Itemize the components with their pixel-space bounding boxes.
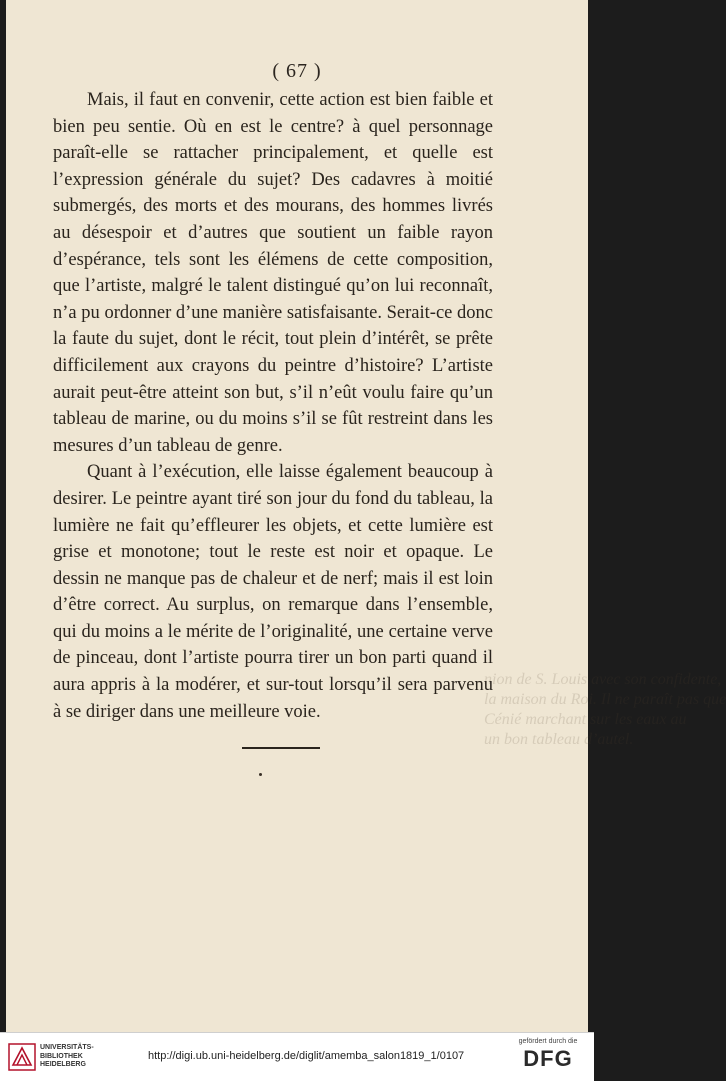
ink-dot [259,773,262,776]
paragraph-2: Quant à l’exécution, elle laisse également beaucoup à desirer. Le peintre ayant tiré son jour du fond du tableau, la lumière ne fait qu’effleurer les objets, et cette lumière est grise et monotone; tout le reste est noir et opaque. Le dessin ne manque pas de chaleur et de nerf; mais il est loin d’être correct. Au surplus, on remarque dans l’ensemble, qui du moins a le mérite de l’originalité, une certaine verve de pinceau, dont l’artiste pourra tirer un bon parti quand il aura appris à la modérer, et sur-tout lorsqu’il sera parvenu à se diriger dans une meilleure voie. [53,462,493,722]
document-url[interactable]: http://digi.ub.uni-heidelberg.de/diglit/amemba_salon1819_1/0107 [148,1050,465,1062]
university-seal-icon [8,1043,36,1071]
paragraph-1: Mais, il faut en convenir, cette action est bien faible et bien peu sentie. Où en est le centre? à quel personnage paraît-elle se rattacher principalement, et quelle est l’expression générale du sujet? Des cadavres à moitié submergés, des morts et des mourans, des hommes livrés au désespoir et d’autres que soutient un faible rayon d’espérance, tels sont les élémens de cette composition, que l’artiste, malgré le talent distingué qu’on lui reconnaît, n’a pu ordonner d’une manière satisfaisante. Serait-ce donc la faute du sujet, dont le récit, tout plein d’intérêt, se prête difficilement aux crayons du peintre d’histoire? L’artiste aurait peut-être atteint son but, s’il n’eût voulu faire qu’un tableau de marine, ou du moins s’il se fût restreint dans les mesures d’un tableau de genre. [53,90,493,456]
dfg-logo: DFG [523,1046,573,1071]
funding-note [508,1038,588,1072]
end-rule [242,747,320,749]
scanned-page [6,0,726,1032]
page-number: ( 67 ) [272,60,322,82]
body-text [53,87,493,725]
bleed-through-text: nion de S. Louis avec son confidente, la maison du Roi. Il ne paraît pas que Cénié marchant sur les eaux au un bon tableau d’autel. [484,671,726,748]
viewer-footer [0,1032,594,1081]
library-name: UNIVERSITÄTS- BIBLIOTHEK HEIDELBERG [40,1044,94,1068]
funding-label: gefördert durch die [518,1038,578,1045]
